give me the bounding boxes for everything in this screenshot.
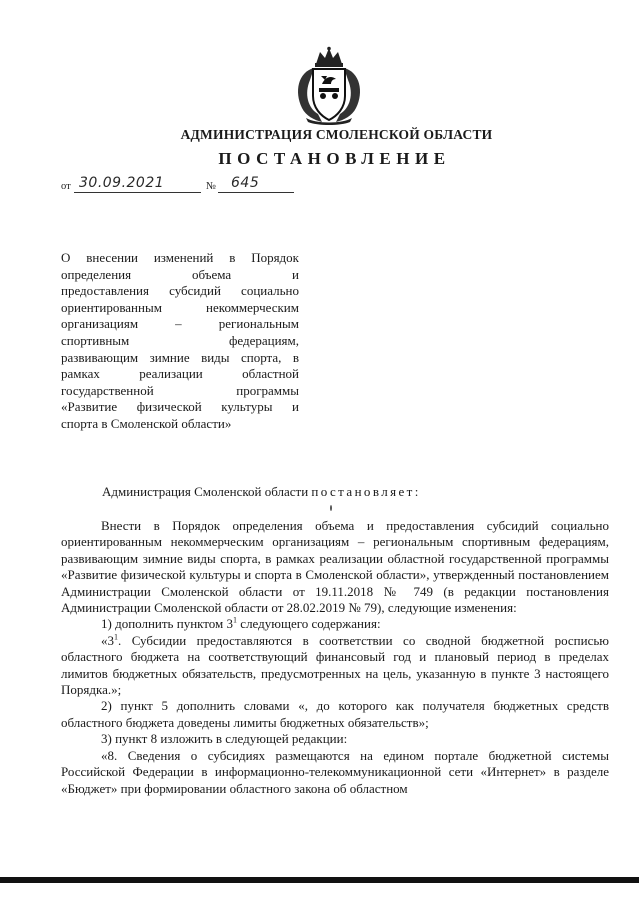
subject-line: спорта в Смоленской области» (61, 415, 232, 431)
decree-prefix: Администрация Смоленской области (102, 484, 309, 499)
handwritten-date: 30.09.2021 (79, 175, 165, 191)
number-label: № (206, 181, 217, 192)
document-type-title: ПОСТАНОВЛЕНИЕ (218, 149, 451, 168)
subject-line: спортивным федерациям, (61, 332, 299, 348)
subject-line: государственной программы (61, 382, 299, 398)
date-from-label: от (61, 181, 71, 192)
subject-line: определения объема и (61, 266, 299, 282)
subject-line: ориентированным некоммерческим (61, 299, 299, 315)
document-body (61, 518, 609, 797)
subject-line: развивающим зимние виды спорта, в (61, 349, 299, 365)
subject-line: предоставления субсидий социально (61, 283, 299, 299)
organization-name: АДМИНИСТРАЦИЯ СМОЛЕНСКОЙ ОБЛАСТИ (180, 127, 493, 142)
body-paragraph: Внести в Порядок определения объема и предоставления субсидий социально ориентированным некоммерческим организациям – региональным спортивным федерациям, развивающим зимние виды спорта, в рамках реализации областной государственной программы «Развитие физической культуры и спорта в Смоленской области», утвержденный постановлением Администрации Смоленской области от 19.11.2018 № 749 (в редакции постановления Администрации Смоленской области от 28.02.2019 № 79), следующие изменения: (61, 518, 609, 616)
subject-line: организациям – региональным (61, 316, 299, 332)
body-paragraph: 1) дополнить пунктом $3^1$ следующего содержания: (101, 616, 381, 632)
decree-statement (102, 484, 421, 500)
decree-verb: постановляет: (311, 484, 421, 499)
coat-of-arms-emblem (292, 46, 366, 126)
body-paragraph: «8. Сведения о субсидиях размещаются на едином портале бюджетной системы Российской Федерации в информационно-телекоммуникационной сети «Интернет» в разделе «Бюджет» при формировании областного закона об областном (61, 747, 609, 796)
subject-line: рамках реализации областной (61, 366, 299, 382)
handwritten-number: 645 (231, 175, 260, 191)
document-subject (61, 250, 299, 433)
subject-line: «Развитие физической культуры и (61, 399, 299, 415)
subject-line: О внесении изменений в Порядок (61, 250, 299, 265)
number-underline (218, 192, 294, 193)
body-paragraph: 2) пункт 5 дополнить словами «, до которого как получателя бюджетных средств областного бюджета доведены лимиты бюджетных обязательств»; (61, 698, 609, 730)
scan-bottom-edge (0, 877, 639, 883)
body-paragraph: «$3^1$. Субсидии предоставляются в соответствии со сводной бюджетной росписью областного бюджета на соответствующий финансовый год и плановый период в пределах лимитов бюджетных обязательств, предусмотренных на цель, указанную в пункте 3 настоящего Порядка.»; (61, 632, 609, 698)
date-underline (74, 192, 201, 193)
body-paragraph: 3) пункт 8 изложить в следующей редакции: (101, 731, 348, 747)
scan-speck (330, 505, 332, 511)
